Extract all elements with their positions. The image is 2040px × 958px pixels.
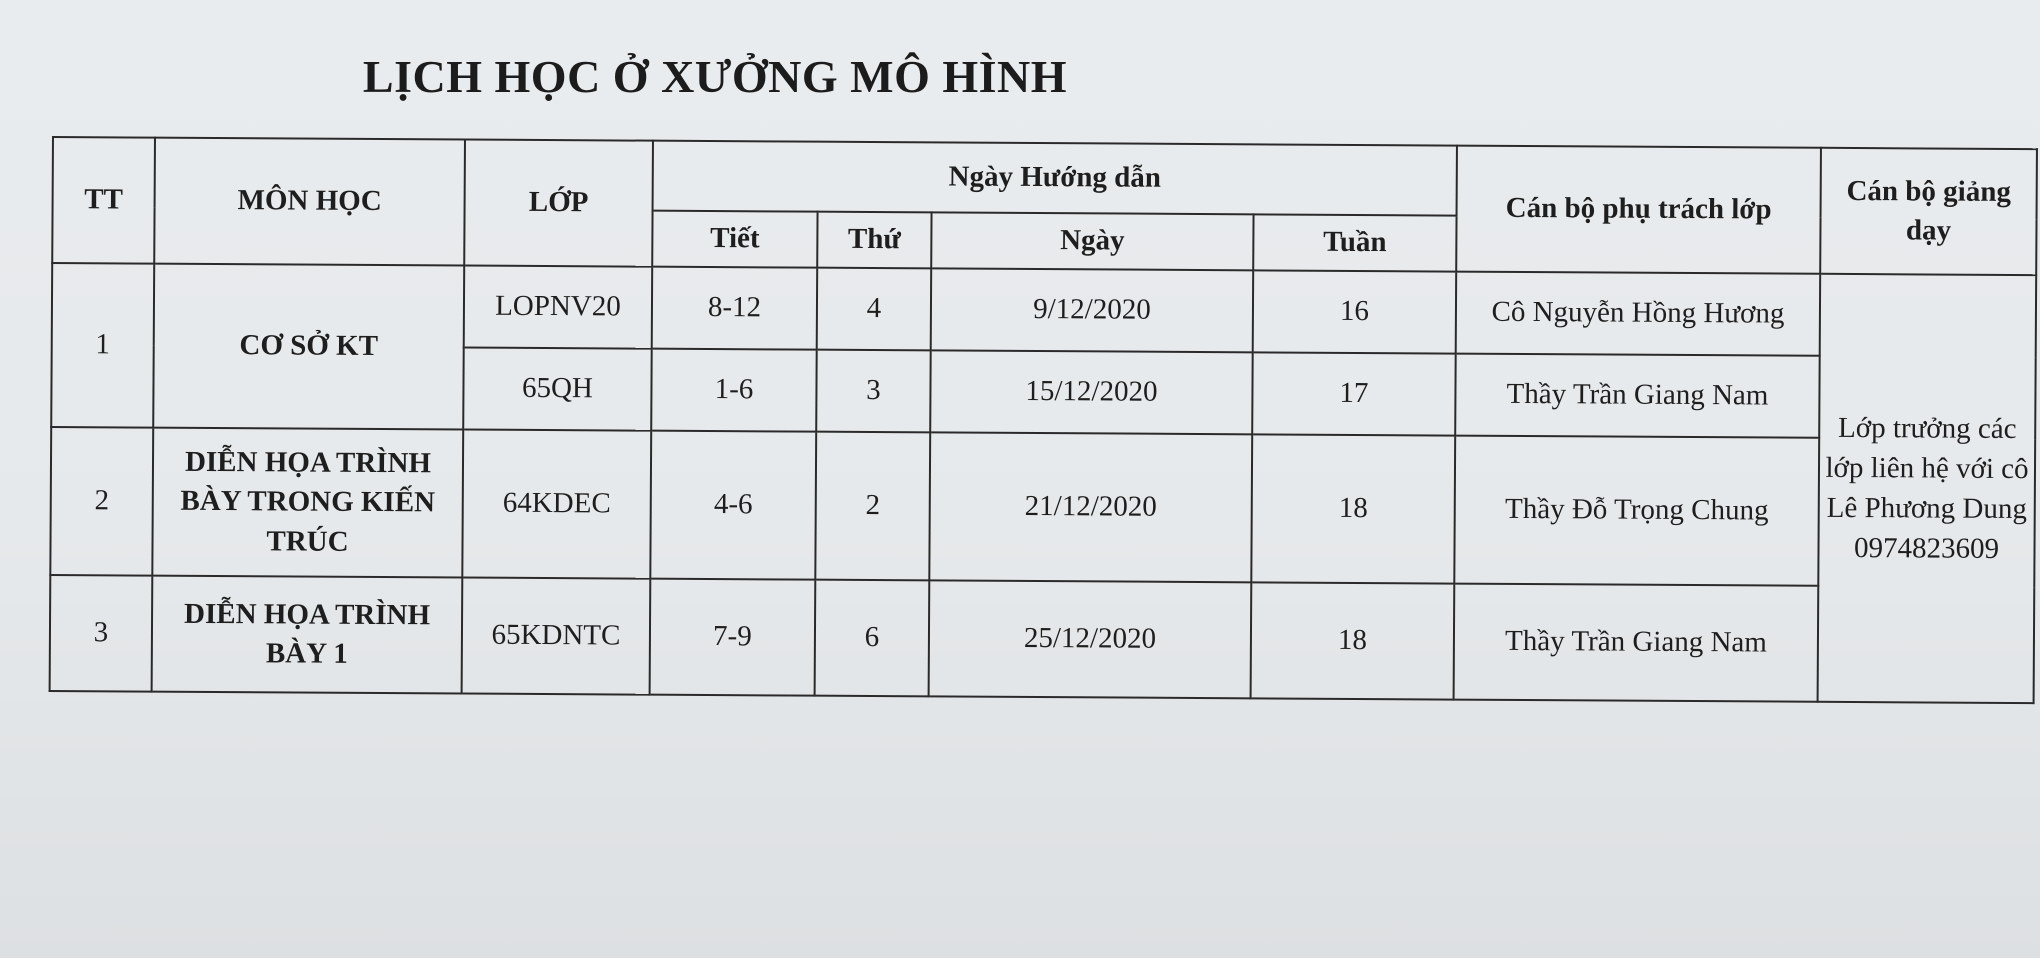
row-can-bo: Thầy Trần Giang Nam — [1455, 354, 1819, 438]
row-ngay: 25/12/2020 — [929, 580, 1252, 698]
row-tiet: 1-6 — [651, 349, 816, 432]
row-tiet: 4-6 — [650, 431, 816, 580]
row-lop: 64KDEC — [462, 430, 651, 579]
row-thu: 6 — [815, 580, 930, 697]
row-mon-hoc: DIỄN HỌA TRÌNH BÀY TRONG KIẾN TRÚC — [152, 428, 463, 578]
row-ngay: 15/12/2020 — [930, 350, 1252, 434]
header-row-top — [53, 137, 2037, 219]
row-can-bo: Thầy Đỗ Trọng Chung — [1454, 436, 1819, 586]
header-thu: Thứ — [817, 212, 931, 269]
row-tt: 1 — [51, 263, 154, 428]
row-thu: 4 — [817, 268, 931, 351]
row-tiet: 8-12 — [652, 267, 817, 350]
row-ngay: 9/12/2020 — [931, 268, 1253, 352]
row-lop: 65KDNTC — [462, 578, 651, 695]
table-row — [50, 427, 2035, 587]
row-thu: 3 — [816, 350, 930, 433]
row-can-bo: Cô Nguyễn Hồng Hương — [1456, 272, 1820, 356]
row-mon-hoc: CƠ SỞ KT — [153, 264, 464, 430]
row-tuan: 18 — [1251, 434, 1455, 583]
header-mon-hoc: MÔN HỌC — [154, 138, 465, 266]
row-lop: 65QH — [463, 348, 651, 431]
header-can-bo-phu-trach: Cán bộ phụ trách lớp — [1456, 146, 1821, 274]
row-tiet: 7-9 — [650, 579, 816, 696]
page-title: LỊCH HỌC Ở XƯỞNG MÔ HÌNH — [362, 51, 1068, 102]
row-tt: 2 — [50, 427, 153, 576]
row-can-bo: Thầy Trần Giang Nam — [1454, 584, 1819, 702]
row-tuan: 18 — [1251, 582, 1455, 699]
header-tiet: Tiết — [652, 211, 817, 268]
header-ngay-huong-dan: Ngày Hướng dẫn — [653, 141, 1457, 216]
header-tt: TT — [52, 137, 155, 264]
row-lop: LOPNV20 — [464, 266, 652, 349]
row-ngay: 21/12/2020 — [929, 432, 1252, 582]
header-can-bo-giang-day: Cán bộ giảng dạy — [1820, 148, 2037, 275]
row-tt: 3 — [50, 575, 153, 692]
header-lop: LỚP — [464, 140, 653, 267]
header-ngay: Ngày — [931, 212, 1253, 270]
table-row — [50, 575, 2035, 703]
row-thu: 2 — [815, 432, 930, 581]
schedule-table — [49, 136, 2038, 704]
row-tuan: 17 — [1252, 352, 1456, 435]
header-tuan: Tuần — [1253, 214, 1456, 271]
giang-day-note: Lớp trưởng các lớp liên hệ với cô Lê Phương Dung 0974823609 — [1818, 274, 2037, 703]
table-row — [52, 263, 2037, 357]
row-tuan: 16 — [1253, 270, 1457, 353]
row-mon-hoc: DIỄN HỌA TRÌNH BÀY 1 — [152, 576, 463, 694]
